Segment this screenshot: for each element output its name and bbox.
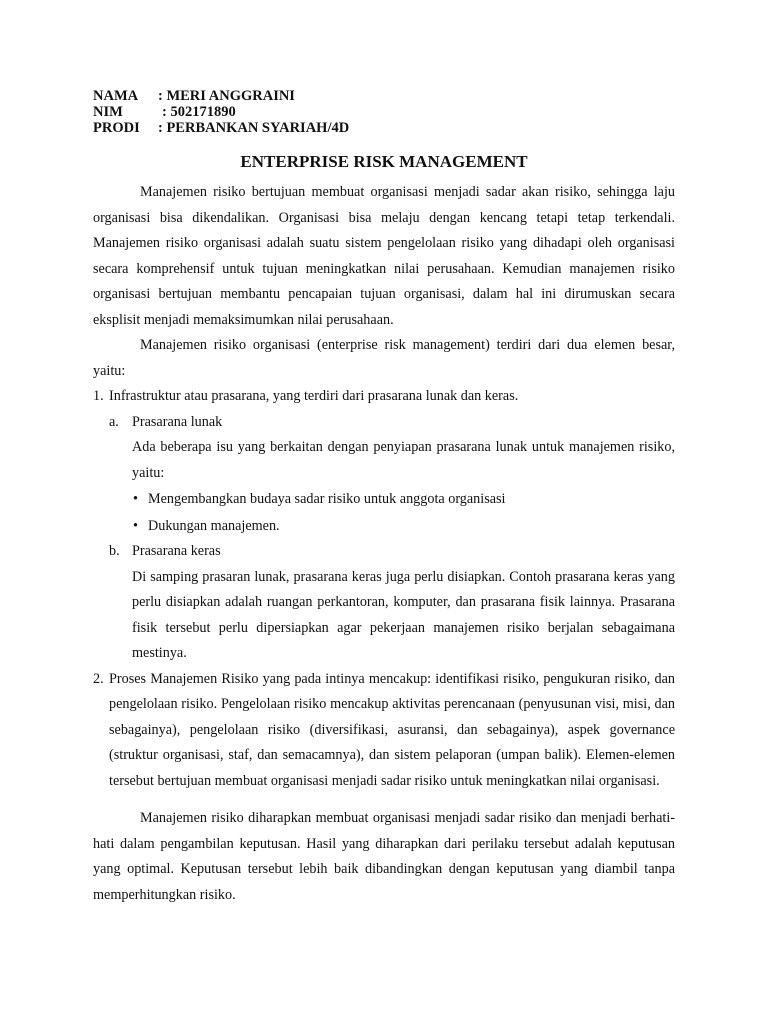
student-info	[93, 88, 349, 136]
sublist-item-hard	[93, 539, 675, 565]
sublist-text-hard: Di samping prasaran lunak, prasarana keras juga perlu disiapkan. Contoh prasarana keras yang perlu disiapkan adalah ruangan perkantoran, komputer, dan prasarana fisik lainnya. Prasarana fisik tersebut perlu dipersiapkan agar pekerjaan manajemen risiko berjalan sebagaimana mestinya.	[132, 568, 675, 661]
paragraph-gap	[93, 794, 675, 806]
list-item-infrastructure	[93, 384, 675, 410]
paragraph-conclusion: Manajemen risiko diharapkan membuat organisasi menjadi sadar risiko dan menjadi berhati-hati dalam pengambilan keputusan. Hasil yang diharapkan dari perilaku tersebut adalah keputusan yang optimal. Keputusan tersebut lebih baik dibandingkan dengan keputusan yang diambil tanpa memperhitungkan risiko.	[93, 810, 675, 903]
nama-label: NAMA	[93, 88, 139, 104]
list-item-text: Proses Manajemen Risiko yang pada intinya mencakup: identifikasi risiko, pengukuran risiko, dan pengelolaan risiko. Pengelolaan risiko mencakup aktivitas perencanaan (penyusunan visi, misi, dan sebagainya), pengelolaan risiko (diversifikasi, asuransi, dan sebagainya), aspek governance (struktur organisasi, staf, dan semacamnya), dan sistem pelaporan (umpan balik). Elemen-elemen tersebut bertujuan membuat organisasi menjadi sadar risiko untuk meningkatkan nilai organisasi.	[109, 670, 675, 789]
list-number: 2.	[93, 670, 104, 687]
bullet-icon: •	[133, 491, 138, 507]
paragraph-intro: Manajemen risiko bertujuan membuat organisasi menjadi sadar akan risiko, sehingga laju organisasi bisa dikendalikan. Organisasi bisa melaju dengan kencang tetapi tetap terkendali. Manajemen risiko organisasi adalah suatu sistem pengelolaan risiko yang dihadapi oleh organisasi secara komprehensif untuk tujuan meningkatkan nilai perusahaan. Kemudian manajemen risiko organisasi bertujuan membantu pencapaian tujuan organisasi, dalam hal ini dirumuskan secara eksplisit menjadi memaksimumkan nilai perusahaan.	[93, 184, 675, 328]
sublist-item-soft	[93, 410, 675, 436]
bullet-text: Dukungan manajemen.	[148, 517, 280, 534]
bullet-text: Mengembangkan budaya sadar risiko untuk anggota organisasi	[148, 491, 506, 507]
list-item-process	[93, 667, 675, 795]
sublist-text-soft: Ada beberapa isu yang berkaitan dengan penyiapan prasarana lunak untuk manajemen risiko, yaitu:	[132, 439, 675, 481]
bullet-item	[93, 486, 675, 513]
document-title: ENTERPRISE RISK MANAGEMENT	[240, 152, 528, 171]
list-number: 1.	[93, 388, 104, 404]
prodi-row	[93, 120, 349, 136]
sublist-title: Prasarana lunak	[132, 413, 223, 430]
sublist-letter: b.	[109, 543, 120, 559]
document-body	[93, 180, 675, 908]
nim-row	[93, 104, 349, 120]
bullet-item	[93, 513, 675, 540]
nama-value: : MERI ANGGRAINI	[158, 88, 295, 104]
prodi-label: PRODI	[93, 120, 140, 136]
nama-row	[93, 88, 349, 104]
prodi-value: : PERBANKAN SYARIAH/4D	[158, 120, 350, 136]
nim-value: : 502171890	[162, 104, 236, 120]
bullet-icon: •	[133, 517, 138, 534]
nim-label: NIM	[93, 104, 123, 120]
paragraph-elements: Manajemen risiko organisasi (enterprise risk management) terdiri dari dua elemen besar, yaitu:	[93, 337, 675, 379]
sublist-letter: a.	[109, 413, 119, 430]
list-item-text: Infrastruktur atau prasarana, yang terdiri dari prasarana lunak dan keras.	[109, 388, 519, 404]
sublist-title: Prasarana keras	[132, 543, 221, 559]
